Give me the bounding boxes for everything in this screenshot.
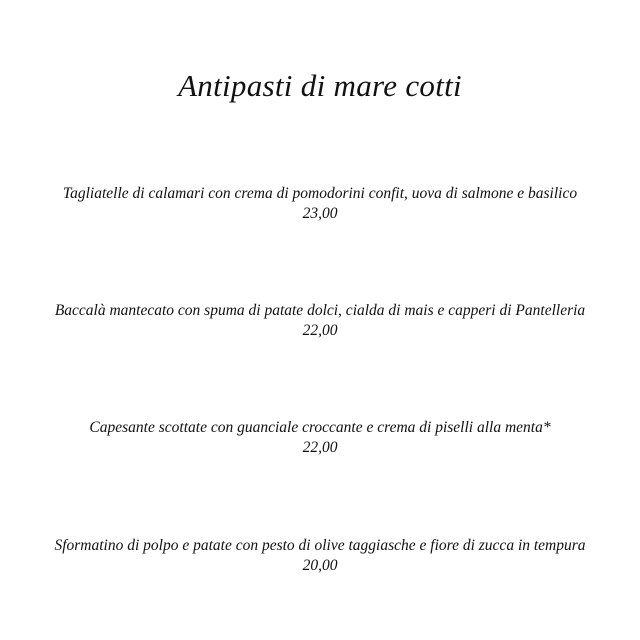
dish-name: Baccalà mantecato con spuma di patate dolci, cialda di mais e capperi di Pantelleria bbox=[54, 302, 586, 319]
dish-name: Sformatino di polpo e patate con pesto di olive taggiasche e fiore di zucca in tempura bbox=[54, 537, 586, 554]
menu-item bbox=[0, 418, 640, 458]
menu-item bbox=[0, 301, 640, 341]
dish-name: Capesante scottate con guanciale croccante e crema di piselli alla menta* bbox=[89, 419, 551, 436]
dish-name: Tagliatelle di calamari con crema di pomodorini confit, uova di salmone e basilico bbox=[62, 185, 578, 202]
dish-price: 22,00 bbox=[302, 322, 338, 339]
dish-price: 20,00 bbox=[302, 557, 338, 574]
dish-price: 22,00 bbox=[302, 439, 338, 456]
menu-item bbox=[0, 184, 640, 224]
menu-item bbox=[0, 536, 640, 576]
page-title: Antipasti di mare cotti bbox=[178, 68, 462, 103]
dish-price: 23,00 bbox=[302, 205, 338, 222]
